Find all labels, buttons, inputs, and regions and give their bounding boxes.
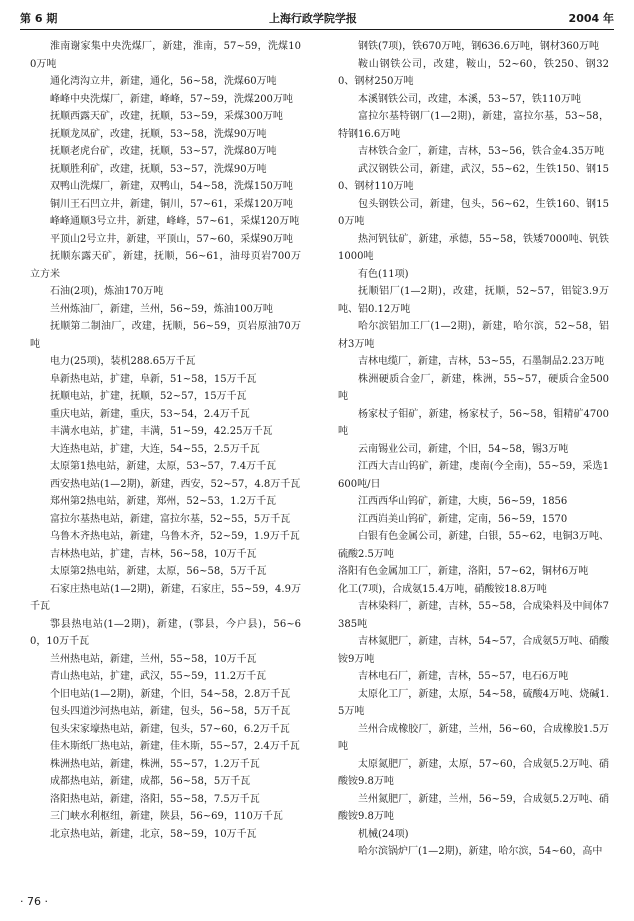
publication-year: 2004 年 [568,12,614,25]
entry: 杨家杖子钼矿，新建，杨家杖子，56~58，钼精矿4700吨 [338,408,609,437]
entry: 大连热电站，扩建，大连，54~55，2.5万千瓦 [50,443,260,455]
entry: 抚顺东露天矿，新建，抚顺，56~61，油母页岩700万立方米 [30,251,301,280]
entry: 洛阳有色金属加工厂，新建，洛阳，57~62，铜材6万吨 [338,566,589,577]
header-rule [20,29,614,30]
left-column [30,38,301,843]
category-heading: 化工(7项)，合成氨15.4万吨，硝酸铵18.8万吨 [338,583,547,595]
entry: 石家庄热电站(1—2期)，新建，石家庄，55~59，4.9万千瓦 [30,583,301,612]
entry: 哈尔滨锅炉厂(1—2期)，新建，哈尔滨，54~60，高中 [358,846,603,857]
entry: 太原化工厂，新建，太原，54~58，硫酸4万吨、烧碱1.5万吨 [338,688,609,717]
entry: 兰州热电站，新建，兰州，55~58，10万千瓦 [50,653,257,665]
category-heading: 机械(24项) [358,828,409,840]
entry: 丰满水电站，扩建，丰满，51~59，42.25万千瓦 [50,426,273,437]
entry: 江西大吉山钨矿，新建，虔南(今全南)，55~59，采选1600吨/日 [338,461,609,490]
entry: 峰峰中央洗煤厂，新建，峰峰，57~59，洗煤200万吨 [50,93,293,105]
entry: 太原第2热电站，新建，太原，56~58，5万千瓦 [50,566,267,577]
entry: 抚顺胜利矿，改建，抚顺，53~57，洗煤90万吨 [50,163,267,175]
entry: 哈尔滨铝加工厂(1—2期)，新建，哈尔滨，52~58，铝材3万吨 [338,321,609,350]
category-heading: 有色(11项) [358,268,409,280]
entry: 鄠县热电站(1—2期)，新建，(鄠县，今户县)，56~60，10万千瓦 [30,618,301,647]
category-heading: 钢铁(7项)，铁670万吨，钢636.6万吨，钢材360万吨 [358,41,599,52]
entry: 淮南谢家集中央洗煤厂，新建，淮南，57~59，洗煤100万吨 [30,41,301,70]
entry: 通化湾沟立井，新建，通化，56~58，洗煤60万吨 [50,76,277,87]
entry: 吉林染料厂，新建，吉林，55~58，合成染料及中间体7385吨 [338,601,609,630]
entry: 吉林热电站，扩建，吉林，56~58，10万千瓦 [50,548,257,560]
entry: 双鸭山洗煤厂，新建，双鸭山，54~58，洗煤150万吨 [50,181,293,192]
entry: 吉林氮肥厂，新建，吉林，54~57，合成氨5万吨、硝酸铵9万吨 [338,636,609,665]
entry: 洛阳热电站，新建，洛阳，55~58，7.5万千瓦 [50,793,260,805]
entry: 抚顺老虎台矿，改建，抚顺，53~57，洗煤80万吨 [50,146,277,157]
entry: 个旧电站(1—2期)，新建，个旧，54~58，2.8万千瓦 [50,688,291,700]
entry: 太原氮肥厂，新建，太原，57~60，合成氨5.2万吨、硝酸铵9.8万吨 [338,758,609,787]
entry: 平顶山2号立井，新建，平顶山，57~60，采煤90万吨 [50,233,293,245]
entry: 抚顺西露天矿，改建，抚顺，53~59，采煤300万吨 [50,111,283,122]
issue-number: 第 6 期 [20,12,58,25]
entry: 本溪钢铁公司，改建，本溪，53~57，铁110万吨 [358,93,581,105]
entry: 抚顺铝厂(1—2期)，改建，抚顺，52~57，铝锭3.9万吨、铝0.12万吨 [338,286,609,315]
entry: 兰州炼油厂，新建，兰州，56~59，炼油100万吨 [50,303,273,315]
entry: 抚顺电站，扩建，抚顺，52~57，15万千瓦 [50,391,247,402]
entry: 重庆电站，新建，重庆，53~54，2.4万千瓦 [50,408,250,420]
entry: 江西西华山钨矿，新建，大庾，56~59，1856 [358,496,568,507]
entry: 北京热电站，新建，北京，58~59，10万千瓦 [50,828,257,840]
entry: 云南锡业公司，新建，个旧，54~58，锡3万吨 [358,443,569,455]
entry: 株洲硬质合金厂，新建，株洲，55~57，硬质合金500吨 [338,373,609,402]
entry: 抚顺龙凤矿，改建，抚顺，53~58，洗煤90万吨 [50,128,267,140]
entry: 株洲热电站，新建，株洲，55~57，1.2万千瓦 [50,758,260,770]
entry: 吉林铁合金厂，新建，吉林，53~56，铁合金4.35万吨 [358,146,605,157]
entry: 抚顺第二制油厂，改建，抚顺，56~59，页岩原油70万吨 [30,321,301,350]
entry: 吉林电石厂，新建，吉林，55~57，电石6万吨 [358,671,569,682]
entry: 三门峡水利枢纽，新建，陕县，56~69，110万千瓦 [50,811,283,822]
entry: 青山热电站，扩建，武汉，55~59，11.2万千瓦 [50,671,267,682]
category-heading: 电力(25项)，装机288.65万千瓦 [50,356,196,367]
entry: 富拉尔基热电站，新建，富拉尔基，52~55，5万千瓦 [50,513,291,525]
entry: 成都热电站，新建，成都，56~58，5万千瓦 [50,776,251,787]
entry: 峰峰通顺3号立井，新建，峰峰，57~61，采煤120万吨 [50,216,300,227]
journal-title: 上海行政学院学报 [268,12,357,25]
entry: 富拉尔基特钢厂(1—2期)，新建，富拉尔基，53~58，特钢16.6万吨 [338,111,609,140]
entry: 吉林电缆厂，新建，吉林，53~55，石墨制品2.23万吨 [358,356,605,367]
entry: 阜新热电站，扩建，阜新，51~58，15万千瓦 [50,373,257,385]
entry: 郑州第2热电站，新建，郑州，52~53，1.2万千瓦 [50,496,277,507]
running-header [20,8,614,28]
entry: 铜川王石凹立井，新建，铜川，57~61，采煤120万吨 [50,198,293,210]
category-heading: 石油(2项)，炼油170万吨 [50,286,164,297]
entry: 兰州合成橡胶厂，新建，兰州，56~60，合成橡胶1.5万吨 [338,723,609,752]
entry: 佳木斯纸厂热电站，新建，佳木斯，55~57，2.4万千瓦 [50,741,300,752]
right-column [338,38,609,861]
entry: 江西岿美山钨矿，新建，定南，56~59，1570 [358,513,568,525]
entry: 西安热电站(1—2期)，新建，西安，52~57，4.8万千瓦 [50,478,301,490]
entry: 武汉钢铁公司，新建，武汉，55~62，生铁150、钢150、钢材110万吨 [338,163,609,192]
entry: 包头钢铁公司，新建，包头，56~62，生铁160、钢150万吨 [338,198,609,227]
entry: 包头四道沙河热电站，新建，包头，56~58，5万千瓦 [50,706,291,717]
entry: 热河钒钛矿，新建，承德，55~58，铁矮7000吨、钒铁1000吨 [338,233,609,262]
entry: 白银有色金属公司，新建，白银，55~62，电铜3万吨、硫酸2.5万吨 [338,531,609,560]
page-number: · 76 · [20,895,48,908]
entry: 兰州氮肥厂，新建，兰州，56~59，合成氨5.2万吨、硝酸铵9.8万吨 [338,793,609,822]
entry: 鞍山钢铁公司，改建，鞍山，52~60，铁250、钢320、钢材250万吨 [338,58,609,87]
entry: 太原第1热电站，新建，太原，53~57，7.4万千瓦 [50,461,277,472]
entry: 乌鲁木齐热电站，新建，乌鲁木齐，52~59，1.9万千瓦 [50,531,300,542]
entry: 包头宋家壕热电站，新建，包头，57~60，6.2万千瓦 [50,723,290,735]
